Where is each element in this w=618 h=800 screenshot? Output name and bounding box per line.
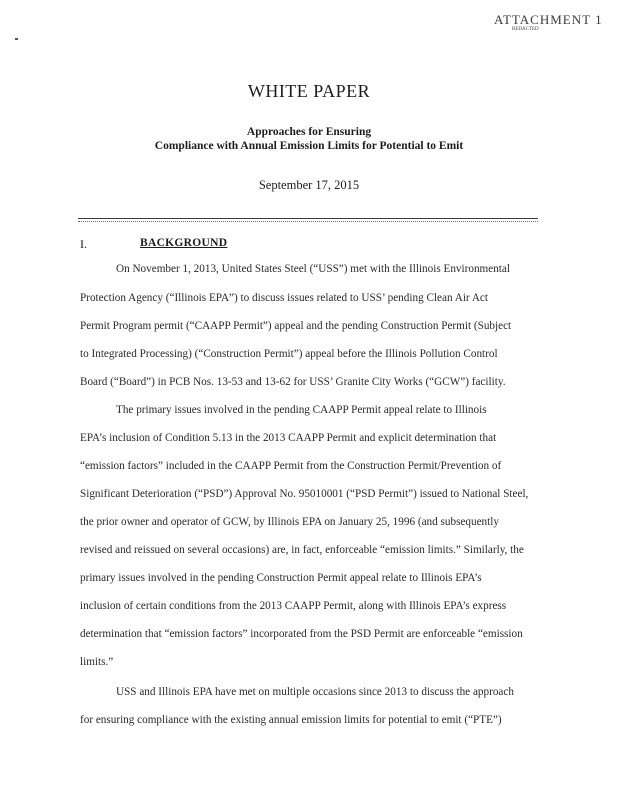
body-line: The primary issues involved in the pending CAAPP Permit appeal relate to Illinois [116, 404, 487, 416]
body-line: Permit Program permit (“CAAPP Permit”) appeal and the pending Construction Permit (Subject [80, 320, 512, 332]
body-line: limits.” [80, 656, 114, 668]
body-line: On November 1, 2013, United States Steel (“USS”) met with the Illinois Environmental [116, 263, 510, 275]
body-line: EPA’s inclusion of Condition 5.13 in the 2013 CAAPP Permit and explicit determination that [80, 432, 497, 444]
header-divider-dotted [78, 221, 538, 222]
page-title: WHITE PAPER [247, 81, 371, 101]
body-line: to Integrated Processing) (“Construction Permit”) appeal before the Illinois Pollution Control [80, 348, 498, 360]
body-line: determination that “emission factors” incorporated from the PSD Permit are enforceable “emission [80, 628, 523, 640]
body-line: Significant Deterioration (“PSD”) Approval No. 95010001 (“PSD Permit”) issued to National Steel, [80, 488, 529, 500]
body-line: primary issues involved in the pending Construction Permit appeal relate to Illinois EPA’s [80, 572, 482, 584]
body-line: the prior owner and operator of GCW, by Illinois EPA on January 25, 1996 (and subsequently [80, 516, 499, 528]
body-line: Protection Agency (“Illinois EPA”) to discuss issues related to USS’ pending Clean Air Act [80, 292, 488, 304]
body-line: Board (“Board”) in PCB Nos. 13-53 and 13-62 for USS’ Granite City Works (“GCW”) facility. [80, 376, 506, 388]
subtitle-line-2: Compliance with Annual Emission Limits for Potential to Emit [154, 140, 464, 152]
body-line: revised and reissued on several occasions) are, in fact, enforceable “emission limits.” Similarly, the [80, 544, 524, 556]
body-line: for ensuring compliance with the existing annual emission limits for potential to emit (“PTE”) [80, 714, 502, 726]
subtitle-line-1: Approaches for Ensuring [246, 126, 372, 138]
section-number: I. [80, 237, 87, 251]
header-divider [78, 218, 538, 219]
stamp-sub-label: REDACTED [512, 27, 539, 32]
body-line: “emission factors” included in the CAAPP Permit from the Construction Permit/Prevention of [80, 460, 502, 472]
section-heading: BACKGROUND [140, 237, 228, 249]
body-line: USS and Illinois EPA have met on multiple occasions since 2013 to discuss the approach [116, 686, 514, 698]
attachment-stamp: ATTACHMENT 1 [494, 12, 603, 27]
document-date: September 17, 2015 [258, 178, 360, 192]
body-line: inclusion of certain conditions from the 2013 CAAPP Permit, along with Illinois EPA’s express [80, 600, 507, 612]
scan-speck [15, 38, 18, 40]
